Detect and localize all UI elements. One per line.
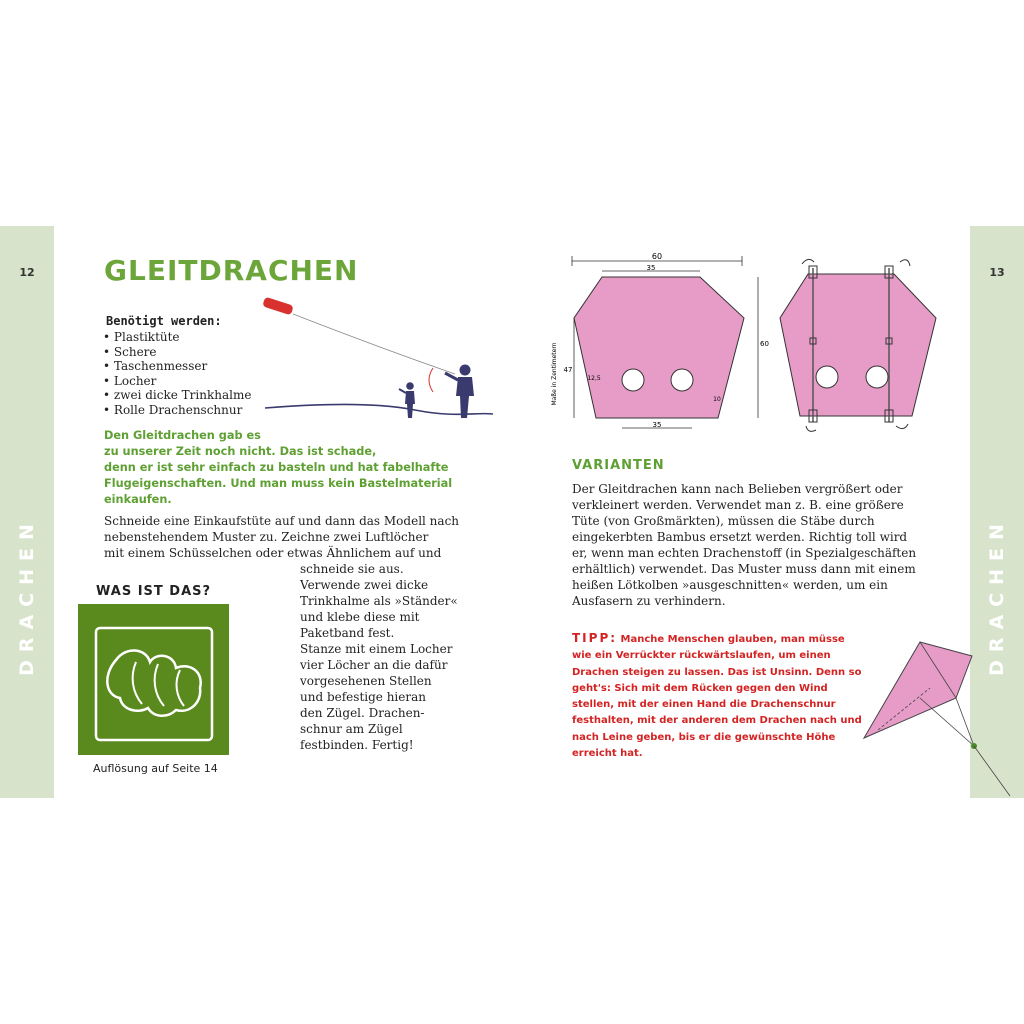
kite-pattern-diagram	[530, 246, 945, 441]
body-line: erhältlich) verwendet. Das Muster muss dann mit einem	[572, 562, 916, 576]
list-item: • Rolle Drachenschnur	[103, 403, 251, 418]
body-line: Schneide eine Einkaufstüte auf und dann das Modell nach	[104, 514, 460, 528]
body-line: Trinkhalme als »Ständer«	[300, 594, 458, 608]
dim-label: 60	[651, 252, 663, 261]
intro-paragraph	[104, 428, 464, 508]
page-title: GLEITDRACHEN	[104, 254, 359, 287]
body-line: Ausfasern zu verhindern.	[572, 594, 726, 608]
tip-label: TIPP:	[572, 631, 618, 645]
quiz-drawing	[78, 604, 229, 755]
list-item: • Locher	[103, 374, 251, 389]
list-item: • Plastiktüte	[103, 330, 251, 345]
body-line: Stanze mit einem Locher	[300, 642, 453, 656]
varianten-heading: VARIANTEN	[572, 458, 665, 473]
intro-line: Den Gleitdrachen gab es	[104, 429, 261, 442]
tip-strong: Denn so geht's:	[572, 666, 862, 694]
body-line: mit einem Schüsselchen oder etwas Ähnlichem auf und	[104, 546, 442, 560]
body-line: Der Gleitdrachen kann nach Belieben vergrößert oder	[572, 482, 903, 496]
body-line: schnur am Zügel	[300, 722, 403, 736]
body-line: vier Löcher an die dafür	[300, 658, 448, 672]
body-line: eingekerbten Bambus ersetzt werden. Richtig toll wird	[572, 530, 908, 544]
body-line: nebenstehendem Muster zu. Zeichne zwei Luftlöcher	[104, 530, 429, 544]
body-line: Verwende zwei dicke	[300, 578, 429, 592]
tip-text: Sich mit dem Rücken gegen den Wind stellen, mit der einen Hand die Drachenschnur festhalten, mit der anderen dem Drachen nach und nach Leine geben, bis er die gewünschte Höhe erreicht hat.	[572, 682, 862, 760]
list-item: • Taschenmesser	[103, 359, 251, 374]
quiz-title: WAS IST DAS?	[96, 584, 212, 599]
dim-label: 47	[563, 366, 573, 374]
dim-label: 12,5	[587, 375, 601, 382]
body-line: verkleinert werden. Verwendet man z. B. eine größere	[572, 498, 904, 512]
intro-line: einkaufen.	[104, 493, 172, 506]
quiz-caption: Auflösung auf Seite 14	[93, 762, 218, 775]
body-line: den Zügel. Drachen-	[300, 706, 425, 720]
body-line: und klebe diese mit	[300, 610, 420, 624]
intro-line: Flugeigenschaften. Und man muss kein Bastelmaterial	[104, 477, 453, 490]
instructions-column	[300, 561, 480, 753]
intro-line: denn er ist sehr einfach zu basteln und hat fabelhafte	[104, 461, 449, 474]
tip-box	[572, 630, 862, 762]
dim-label: 35	[652, 421, 662, 429]
materials-list	[103, 330, 251, 418]
body-line: Tüte (von Großmärkten), müssen die Stäbe durch	[572, 514, 875, 528]
unit-note: Maße in Zentimetern	[551, 342, 558, 406]
flying-kite-illustration	[860, 638, 1024, 798]
side-label-left: DRACHEN	[16, 516, 38, 676]
dim-label: 10	[713, 396, 721, 403]
varianten-paragraph	[572, 481, 947, 609]
body-line: und befestige hieran	[300, 690, 426, 704]
list-item: • Schere	[103, 345, 251, 360]
body-line: festbinden. Fertig!	[300, 738, 414, 752]
page-number-right: 13	[989, 266, 1005, 279]
body-line: er, wenn man echten Drachenstoff (in Spezialgeschäften	[572, 546, 917, 560]
intro-line: zu unserer Zeit noch nicht. Das ist schade,	[104, 445, 377, 458]
body-line: Paketband fest.	[300, 626, 395, 640]
body-line: vorgesehenen Stellen	[300, 674, 432, 688]
list-item: • zwei dicke Trinkhalme	[103, 388, 251, 403]
left-side-tab	[0, 226, 54, 798]
body-line: schneide sie aus.	[300, 562, 404, 576]
quiz-image	[78, 604, 229, 755]
tip-text: Manche Menschen glauben, man müsse wie ein Verrückter rückwärtslaufen, um einen Drachen steigen zu lassen. Das ist Unsinn.	[572, 634, 845, 678]
side-label-right: DRACHEN	[986, 516, 1008, 676]
page-number-left: 12	[19, 266, 35, 279]
body-line: heißen Lötkolben »ausgeschnitten« werden, um ein	[572, 578, 888, 592]
kite-flyers-illustration	[255, 296, 495, 426]
dim-label: 60	[760, 340, 769, 348]
needed-heading: Benötigt werden:	[106, 314, 222, 328]
instructions-paragraph	[104, 513, 469, 561]
dim-label: 35	[646, 264, 656, 272]
